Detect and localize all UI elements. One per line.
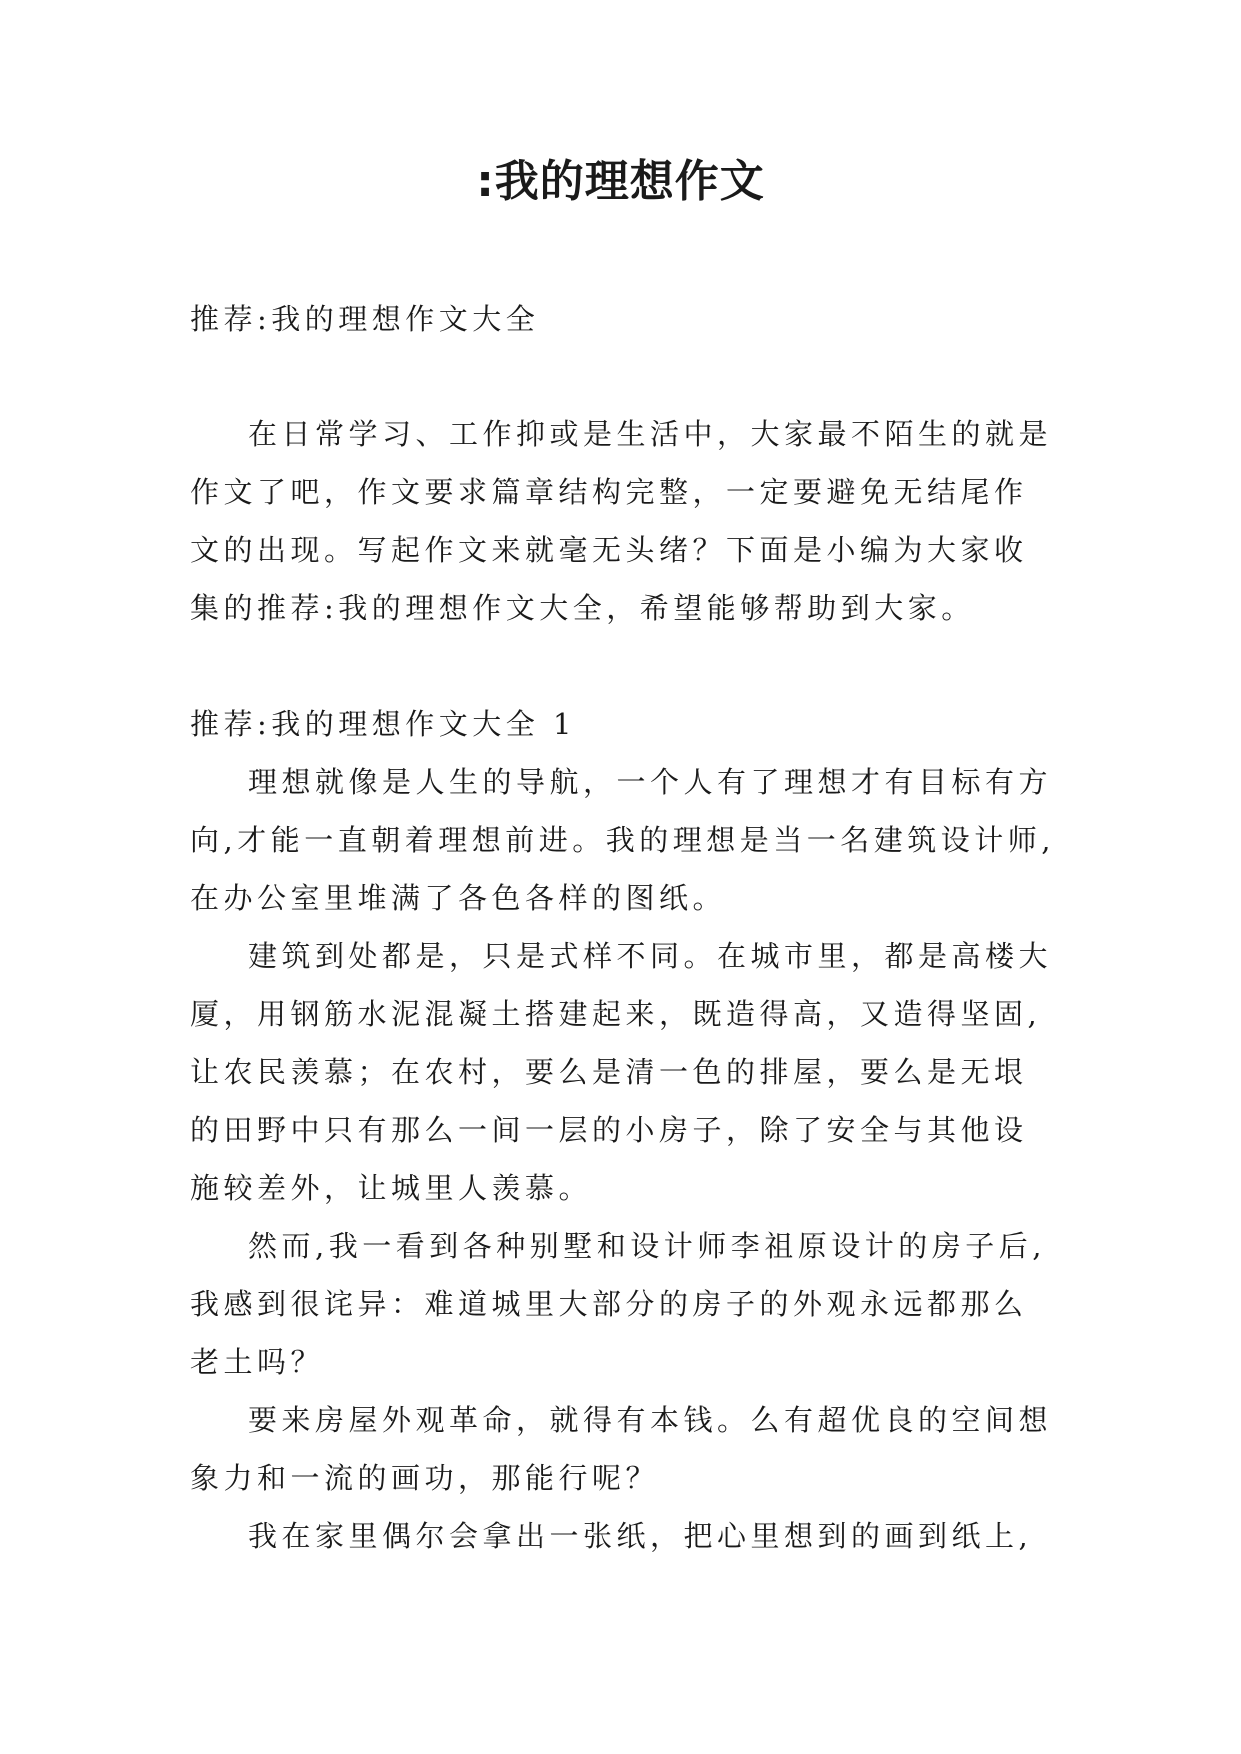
document-title: :我的理想作文 (476, 156, 765, 207)
essay-paragraph: 理想就像是人生的导航，一个人有了理想才有目标有方向,才能一直朝着理想前进。我的理想是当一名建筑设计师,在办公室里堆满了各色各样的图纸。 (190, 765, 1055, 915)
essay-body (190, 753, 1060, 1565)
essay-paragraph: 然而,我一看到各种别墅和设计师李祖原设计的房子后,我感到很诧异：难道城里大部分的房子的外观永远都那么老土吗？ (190, 1229, 1046, 1379)
document-subtitle: 推荐:我的理想作文大全 (190, 302, 540, 336)
essay-paragraph: 我在家里偶尔会拿出一张纸，把心里想到的画到纸上, (248, 1519, 1033, 1553)
section-heading: 推荐:我的理想作文大全 1 (190, 707, 576, 741)
intro-paragraph: 在日常学习、工作抑或是生活中，大家最不陌生的就是作文了吧，作文要求篇章结构完整，一定要避免无结尾作文的出现。写起作文来就毫无头绪？下面是小编为大家收集的推荐:我的理想作文大全，希望能够帮助到大家。 (190, 417, 1053, 625)
essay-paragraph: 建筑到处都是，只是式样不同。在城市里，都是高楼大厦，用钢筋水泥混凝土搭建起来，既造得高，又造得坚固,让农民羡慕；在农村，要么是清一色的排屋，要么是无垠的田野中只有那么一间一层的小房子，除了安全与其他设施较差外，让城里人羡慕。 (190, 939, 1053, 1205)
essay-paragraph: 要来房屋外观革命，就得有本钱。么有超优良的空间想象力和一流的画功，那能行呢？ (190, 1403, 1053, 1495)
